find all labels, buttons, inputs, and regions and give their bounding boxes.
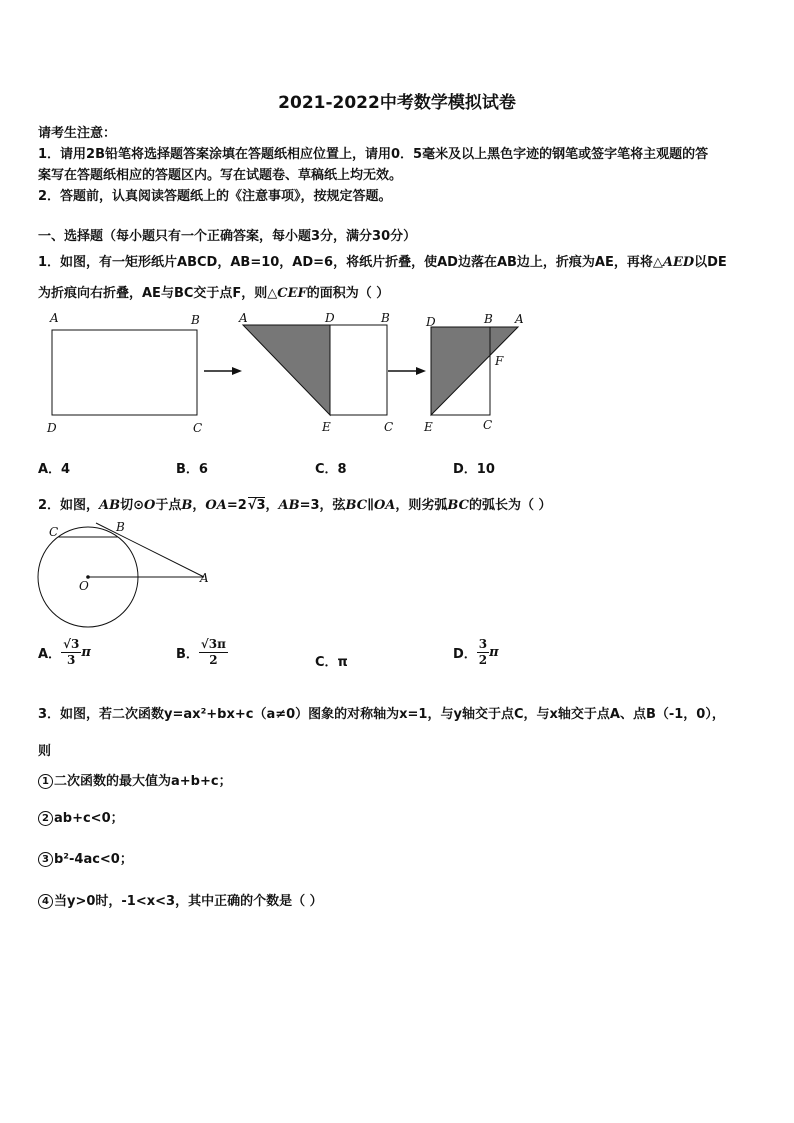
svg-text:E: E — [424, 420, 433, 434]
svg-text:B: B — [484, 312, 493, 326]
q2-figure — [34, 520, 224, 650]
svg-text:C: C — [384, 420, 394, 434]
svg-text:F: F — [495, 354, 504, 368]
svg-text:A: A — [50, 311, 59, 325]
svg-text:B: B — [381, 311, 390, 325]
section-heading: 一、选择题（每小题只有一个正确答案，每小题3分，满分30分） — [38, 229, 417, 244]
page-title: 2021-2022中考数学模拟试卷 — [278, 93, 516, 113]
q1-option-d[interactable]: D．10 — [453, 462, 495, 477]
svg-text:C: C — [483, 418, 493, 432]
q3-statement-2: 2 ab+c<0； — [38, 807, 124, 826]
q1-text-line1: 1．如图，有一矩形纸片ABCD，AB=10，AD=6，将纸片折叠，使AD边落在AB边上，折痕为AE，再将△AED以DE — [38, 255, 727, 270]
svg-text:B: B — [191, 313, 200, 327]
q2-option-d[interactable]: D． $\frac{3}{2}$ π — [453, 637, 499, 667]
folded-triangle-2 — [431, 327, 518, 415]
notice-item-1-cont: 案写在答题纸相应的答题区内。写在试题卷、草稿纸上均无效。 — [38, 168, 403, 183]
svg-text:D: D — [47, 421, 57, 435]
q2-option-a[interactable]: A． $\frac{√3}{3}$ π — [38, 637, 91, 667]
svg-text:A: A — [200, 571, 209, 585]
notice-item-2: 2．答题前，认真阅读答题纸上的《注意事项》，按规定答题。 — [38, 189, 392, 204]
q1-option-b[interactable]: B．6 — [176, 462, 208, 477]
svg-text:D: D — [426, 315, 436, 329]
tangent-ab — [96, 523, 204, 577]
svg-text:E: E — [322, 420, 331, 434]
q2-text: 2．如图，AB切⊙O于点B，OA=2√3，AB=3，弦BC∥OA，则劣弧BC的弧长为（ ） — [38, 498, 552, 513]
q3-text-line1: 3．如图，若二次函数y=ax²+bx+c（a≠0）图象的对称轴为x=1，与y轴交于点C，与x轴交于点A、点B（-1，0）， — [38, 707, 725, 722]
rectangle-abcd — [52, 330, 197, 415]
q1-option-c[interactable]: C．8 — [315, 462, 347, 477]
folded-triangle-1 — [243, 325, 330, 415]
q1-text-line2: 为折痕向右折叠，AE与BC交于点F，则△CEF的面积为（ ） — [38, 286, 390, 301]
q3-statement-4: 4 当y>0时，-1<x<3，其中正确的个数是（ ） — [38, 890, 323, 909]
notice-item-1: 1．请用2B铅笔将选择题答案涂填在答题纸相应位置上，请用0．5毫米及以上黑色字迹的钢笔或签字笔将主观题的答 — [38, 147, 709, 162]
svg-text:B: B — [116, 520, 125, 534]
q3-statement-3: 3 b²-4ac<0； — [38, 848, 133, 867]
q3-text-line2: 则 — [38, 744, 52, 759]
svg-text:C: C — [49, 525, 59, 539]
svg-text:A: A — [239, 311, 248, 325]
svg-text:D: D — [325, 311, 335, 325]
q1-figure — [38, 305, 538, 437]
svg-text:C: C — [193, 421, 203, 435]
svg-text:O: O — [79, 579, 89, 593]
q1-option-a[interactable]: A．4 — [38, 462, 71, 477]
q3-statement-1: 1 二次函数的最大值为a+b+c； — [38, 770, 232, 789]
notice-heading: 请考生注意： — [38, 126, 117, 141]
q2-option-b[interactable]: B． $\frac{√3\pi}{2}$ — [176, 637, 226, 667]
q2-option-c[interactable]: C．π — [315, 655, 348, 670]
svg-text:A: A — [515, 312, 524, 326]
